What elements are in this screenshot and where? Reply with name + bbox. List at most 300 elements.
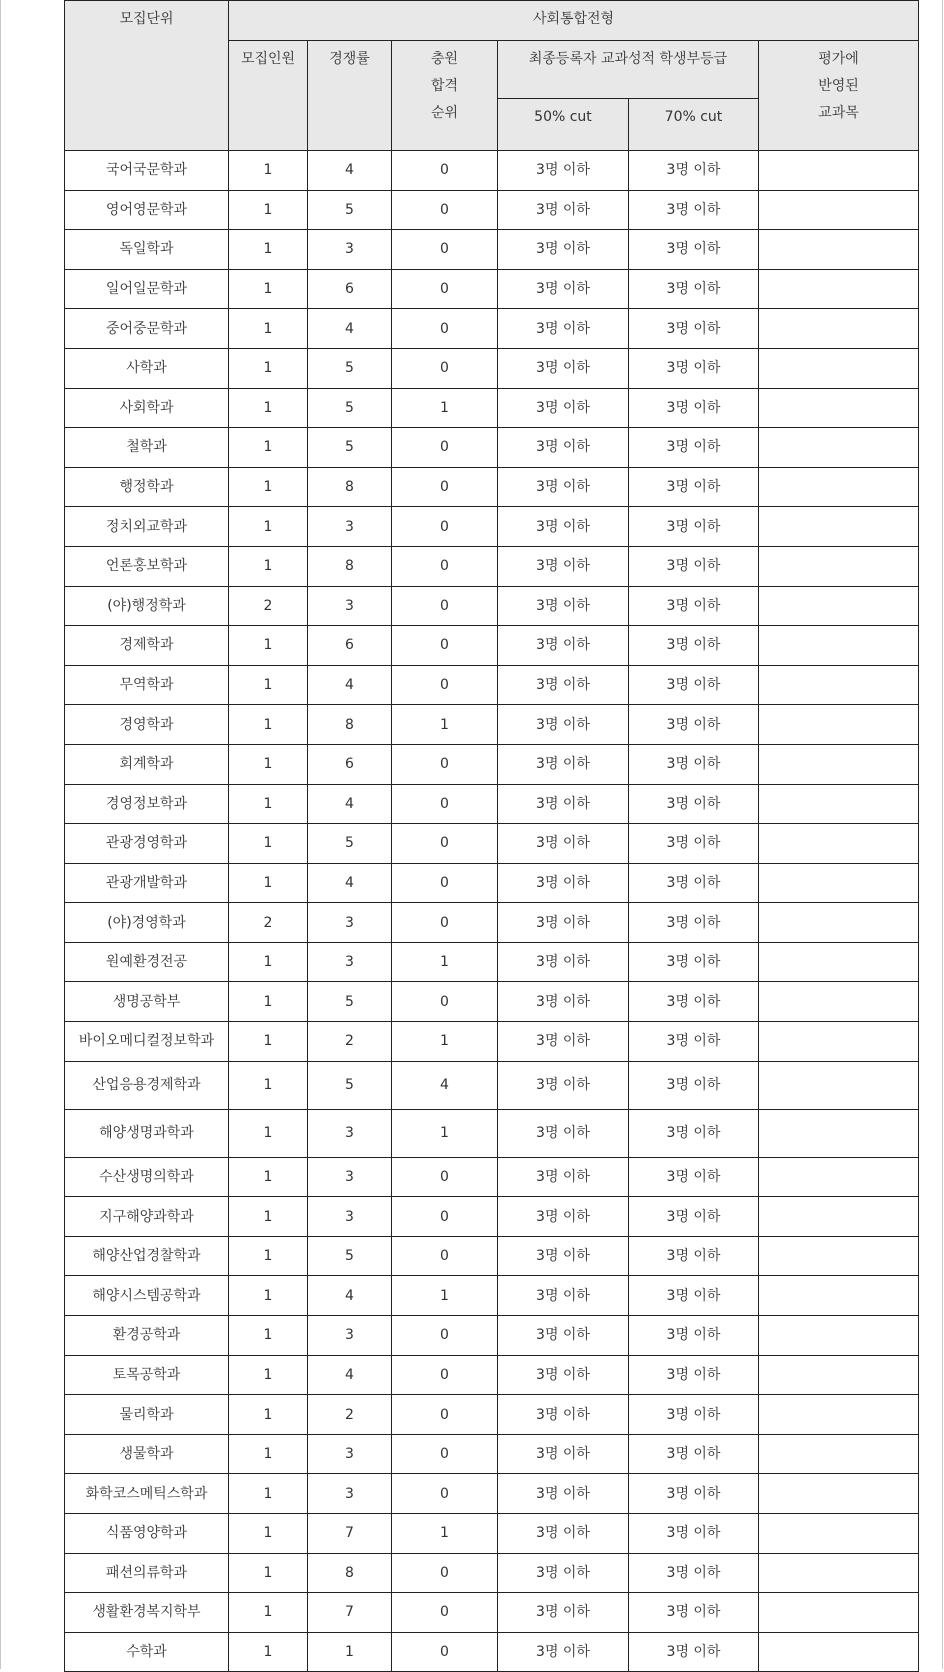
table-row: [65, 784, 919, 824]
cell-waitlist: 0: [392, 190, 498, 230]
cell-cut70: 3명 이하: [629, 1061, 759, 1109]
cell-quota: 1: [229, 863, 308, 903]
table-row: [65, 546, 919, 586]
cell-subjects: [759, 348, 919, 388]
cell-quota: 1: [229, 1514, 308, 1554]
cell-quota: 1: [229, 1022, 308, 1062]
cell-waitlist: 1: [392, 388, 498, 428]
cell-quota: 1: [229, 467, 308, 507]
cell-cut50: 3명 이하: [498, 190, 629, 230]
cell-competition: 8: [308, 467, 392, 507]
cell-cut70: 3명 이하: [629, 1514, 759, 1554]
cell-cut50: 3명 이하: [498, 348, 629, 388]
table-row: [65, 1236, 919, 1276]
cell-subjects: [759, 1022, 919, 1062]
cell-subjects: [759, 626, 919, 666]
cell-waitlist: 0: [392, 1197, 498, 1237]
cell-subjects: [759, 744, 919, 784]
cell-competition: 4: [308, 863, 392, 903]
header-quota: 모집인원: [229, 41, 308, 151]
cell-cut50: 3명 이하: [498, 705, 629, 745]
cell-quota: 1: [229, 1395, 308, 1435]
cell-unit: 토목공학과: [65, 1355, 229, 1395]
cell-cut70: 3명 이하: [629, 151, 759, 191]
table-row: [65, 942, 919, 982]
cell-cut70: 3명 이하: [629, 784, 759, 824]
cell-quota: 2: [229, 586, 308, 626]
cell-cut70: 3명 이하: [629, 1474, 759, 1514]
cell-waitlist: 0: [392, 1236, 498, 1276]
cell-cut70: 3명 이하: [629, 705, 759, 745]
cell-subjects: [759, 388, 919, 428]
cell-waitlist: 0: [392, 1474, 498, 1514]
cell-waitlist: 0: [392, 546, 498, 586]
cell-unit: (야)경영학과: [65, 903, 229, 943]
header-cut50: 50% cut: [498, 99, 629, 151]
table-row: [65, 428, 919, 468]
cell-quota: 1: [229, 1593, 308, 1633]
cell-unit: 사회학과: [65, 388, 229, 428]
cell-waitlist: 0: [392, 230, 498, 270]
cell-waitlist: 0: [392, 428, 498, 468]
admissions-results-table: [64, 0, 919, 1672]
cell-subjects: [759, 1109, 919, 1157]
cell-unit: 관광개발학과: [65, 863, 229, 903]
cell-subjects: [759, 1474, 919, 1514]
cell-quota: 1: [229, 784, 308, 824]
cell-waitlist: 0: [392, 744, 498, 784]
cell-unit: 국어국문학과: [65, 151, 229, 191]
header-waitlist-line: 순위: [430, 105, 459, 121]
cell-quota: 1: [229, 705, 308, 745]
cell-subjects: [759, 428, 919, 468]
cell-unit: (야)행정학과: [65, 586, 229, 626]
cell-unit: 수산생명의학과: [65, 1157, 229, 1197]
cell-cut50: 3명 이하: [498, 982, 629, 1022]
cell-waitlist: 0: [392, 1157, 498, 1197]
table-row: [65, 1197, 919, 1237]
cell-cut50: 3명 이하: [498, 1632, 629, 1672]
cell-waitlist: 0: [392, 863, 498, 903]
cell-cut50: 3명 이하: [498, 1197, 629, 1237]
cell-subjects: [759, 1593, 919, 1633]
cell-competition: 2: [308, 1022, 392, 1062]
cell-cut70: 3명 이하: [629, 824, 759, 864]
cell-cut70: 3명 이하: [629, 1276, 759, 1316]
cell-subjects: [759, 1236, 919, 1276]
cell-subjects: [759, 903, 919, 943]
header-subjects-line: 반영된: [818, 78, 859, 94]
cell-competition: 8: [308, 705, 392, 745]
cell-cut50: 3명 이하: [498, 1593, 629, 1633]
cell-competition: 6: [308, 269, 392, 309]
cell-quota: 1: [229, 507, 308, 547]
cell-subjects: [759, 1395, 919, 1435]
cell-waitlist: 0: [392, 269, 498, 309]
cell-cut70: 3명 이하: [629, 586, 759, 626]
table-header: [65, 1, 919, 151]
table-row: [65, 1395, 919, 1435]
cell-quota: 1: [229, 1553, 308, 1593]
cell-cut50: 3명 이하: [498, 230, 629, 270]
cell-competition: 1: [308, 1632, 392, 1672]
cell-subjects: [759, 1514, 919, 1554]
cell-subjects: [759, 1355, 919, 1395]
cell-unit: 수학과: [65, 1632, 229, 1672]
cell-competition: 3: [308, 507, 392, 547]
table-row: [65, 1553, 919, 1593]
cell-quota: 1: [229, 1276, 308, 1316]
cell-unit: 환경공학과: [65, 1316, 229, 1356]
cell-subjects: [759, 705, 919, 745]
header-waitlist: [392, 41, 498, 151]
cell-cut50: 3명 이하: [498, 824, 629, 864]
table-row: [65, 269, 919, 309]
cell-cut70: 3명 이하: [629, 863, 759, 903]
table-row: [65, 1474, 919, 1514]
cell-competition: 3: [308, 1316, 392, 1356]
cell-unit: 해양생명과학과: [65, 1109, 229, 1157]
cell-subjects: [759, 1316, 919, 1356]
cell-quota: 1: [229, 348, 308, 388]
cell-subjects: [759, 1276, 919, 1316]
cell-competition: 3: [308, 1197, 392, 1237]
cell-unit: 생활환경복지학부: [65, 1593, 229, 1633]
cell-waitlist: 0: [392, 1395, 498, 1435]
cell-competition: 5: [308, 824, 392, 864]
cell-cut50: 3명 이하: [498, 1514, 629, 1554]
table-row: [65, 1434, 919, 1474]
cell-competition: 3: [308, 1434, 392, 1474]
cell-waitlist: 0: [392, 982, 498, 1022]
table-row: [65, 1022, 919, 1062]
cell-cut50: 3명 이하: [498, 1061, 629, 1109]
cell-waitlist: 1: [392, 705, 498, 745]
cell-waitlist: 1: [392, 1276, 498, 1316]
cell-cut70: 3명 이하: [629, 467, 759, 507]
table-row: [65, 1109, 919, 1157]
cell-competition: 3: [308, 1157, 392, 1197]
cell-quota: 1: [229, 428, 308, 468]
cell-unit: 해양시스템공학과: [65, 1276, 229, 1316]
cell-subjects: [759, 269, 919, 309]
table-row: [65, 903, 919, 943]
cell-unit: 행정학과: [65, 467, 229, 507]
cell-waitlist: 4: [392, 1061, 498, 1109]
cell-cut50: 3명 이하: [498, 546, 629, 586]
cell-cut50: 3명 이하: [498, 665, 629, 705]
cell-waitlist: 0: [392, 665, 498, 705]
cell-quota: 1: [229, 1061, 308, 1109]
cell-waitlist: 0: [392, 626, 498, 666]
cell-subjects: [759, 942, 919, 982]
table-row: [65, 1593, 919, 1633]
cell-unit: 바이오메디컬정보학과: [65, 1022, 229, 1062]
table-row: [65, 744, 919, 784]
cell-cut70: 3명 이하: [629, 348, 759, 388]
cell-unit: 관광경영학과: [65, 824, 229, 864]
cell-cut70: 3명 이하: [629, 1316, 759, 1356]
table-row: [65, 309, 919, 349]
table-row: [65, 824, 919, 864]
cell-cut50: 3명 이하: [498, 744, 629, 784]
cell-subjects: [759, 1157, 919, 1197]
cell-cut70: 3명 이하: [629, 1395, 759, 1435]
table-body: [65, 151, 919, 1672]
cell-waitlist: 1: [392, 1109, 498, 1157]
cell-unit: 물리학과: [65, 1395, 229, 1435]
cell-competition: 4: [308, 151, 392, 191]
cell-cut70: 3명 이하: [629, 1109, 759, 1157]
header-subjects: [759, 41, 919, 151]
cell-unit: 철학과: [65, 428, 229, 468]
cell-unit: 사학과: [65, 348, 229, 388]
cell-competition: 5: [308, 348, 392, 388]
cell-cut70: 3명 이하: [629, 190, 759, 230]
cell-quota: 1: [229, 1355, 308, 1395]
table-row: [65, 1061, 919, 1109]
cell-competition: 4: [308, 784, 392, 824]
table-row: [65, 982, 919, 1022]
table-row: [65, 190, 919, 230]
cell-subjects: [759, 151, 919, 191]
header-group: 사회통합전형: [229, 1, 919, 41]
cell-cut70: 3명 이하: [629, 1022, 759, 1062]
cell-unit: 해양산업경찰학과: [65, 1236, 229, 1276]
cell-waitlist: 0: [392, 1434, 498, 1474]
cell-waitlist: 0: [392, 1632, 498, 1672]
cell-cut70: 3명 이하: [629, 507, 759, 547]
cell-cut50: 3명 이하: [498, 507, 629, 547]
header-waitlist-line: 충원: [430, 51, 459, 67]
cell-quota: 1: [229, 269, 308, 309]
cell-subjects: [759, 230, 919, 270]
cell-waitlist: 0: [392, 824, 498, 864]
cell-cut70: 3명 이하: [629, 1553, 759, 1593]
cell-unit: 화학코스메틱스학과: [65, 1474, 229, 1514]
cell-quota: 1: [229, 190, 308, 230]
cell-subjects: [759, 309, 919, 349]
cell-subjects: [759, 784, 919, 824]
cell-cut70: 3명 이하: [629, 428, 759, 468]
cell-quota: 1: [229, 1236, 308, 1276]
cell-subjects: [759, 1632, 919, 1672]
cell-quota: 1: [229, 942, 308, 982]
cell-competition: 3: [308, 586, 392, 626]
cell-unit: 독일학과: [65, 230, 229, 270]
cell-quota: 1: [229, 1197, 308, 1237]
cell-unit: 무역학과: [65, 665, 229, 705]
cell-competition: 4: [308, 309, 392, 349]
table-row: [65, 348, 919, 388]
cell-quota: 1: [229, 309, 308, 349]
cell-competition: 5: [308, 1236, 392, 1276]
cell-cut50: 3명 이하: [498, 586, 629, 626]
cell-cut70: 3명 이하: [629, 388, 759, 428]
cell-cut70: 3명 이하: [629, 269, 759, 309]
table-row: [65, 665, 919, 705]
cell-competition: 5: [308, 982, 392, 1022]
cell-cut50: 3명 이하: [498, 942, 629, 982]
cell-cut50: 3명 이하: [498, 1395, 629, 1435]
cell-unit: 영어영문학과: [65, 190, 229, 230]
cell-cut50: 3명 이하: [498, 1434, 629, 1474]
cell-waitlist: 0: [392, 348, 498, 388]
cell-subjects: [759, 507, 919, 547]
cell-quota: 1: [229, 1109, 308, 1157]
cell-quota: 1: [229, 665, 308, 705]
cell-waitlist: 0: [392, 1553, 498, 1593]
cell-cut70: 3명 이하: [629, 903, 759, 943]
cell-unit: 식품영양학과: [65, 1514, 229, 1554]
cell-quota: 1: [229, 1632, 308, 1672]
cell-competition: 5: [308, 388, 392, 428]
table-row: [65, 1316, 919, 1356]
cell-cut50: 3명 이하: [498, 467, 629, 507]
cell-unit: 산업응용경제학과: [65, 1061, 229, 1109]
cell-cut70: 3명 이하: [629, 1632, 759, 1672]
cell-competition: 3: [308, 903, 392, 943]
header-subjects-line: 교과목: [818, 105, 859, 121]
cell-unit: 언론홍보학과: [65, 546, 229, 586]
cell-unit: 원예환경전공: [65, 942, 229, 982]
header-unit: 모집단위: [65, 1, 229, 151]
cell-cut50: 3명 이하: [498, 269, 629, 309]
cell-quota: 1: [229, 824, 308, 864]
cell-quota: 1: [229, 1316, 308, 1356]
cell-quota: 2: [229, 903, 308, 943]
cell-competition: 3: [308, 230, 392, 270]
cell-cut70: 3명 이하: [629, 1157, 759, 1197]
cell-subjects: [759, 546, 919, 586]
table-row: [65, 1276, 919, 1316]
cell-competition: 4: [308, 1276, 392, 1316]
cell-competition: 4: [308, 1355, 392, 1395]
table-row: [65, 230, 919, 270]
header-subjects-line: 평가에: [818, 51, 859, 67]
cell-unit: 일어일문학과: [65, 269, 229, 309]
cell-cut70: 3명 이하: [629, 744, 759, 784]
cell-cut50: 3명 이하: [498, 1157, 629, 1197]
table-row: [65, 151, 919, 191]
cell-competition: 4: [308, 665, 392, 705]
cell-waitlist: 0: [392, 1316, 498, 1356]
table-row: [65, 1355, 919, 1395]
cell-competition: 3: [308, 1109, 392, 1157]
cell-cut50: 3명 이하: [498, 1109, 629, 1157]
cell-cut50: 3명 이하: [498, 1316, 629, 1356]
cell-waitlist: 0: [392, 586, 498, 626]
cell-cut70: 3명 이하: [629, 1593, 759, 1633]
cell-subjects: [759, 1197, 919, 1237]
cell-unit: 생명공학부: [65, 982, 229, 1022]
cell-subjects: [759, 665, 919, 705]
header-competition: 경쟁률: [308, 41, 392, 151]
table-row: [65, 626, 919, 666]
cell-competition: 8: [308, 1553, 392, 1593]
table-row: [65, 507, 919, 547]
header-row: [65, 1, 919, 41]
cell-cut50: 3명 이하: [498, 309, 629, 349]
cell-unit: 정치외교학과: [65, 507, 229, 547]
cell-cut50: 3명 이하: [498, 784, 629, 824]
cell-waitlist: 1: [392, 942, 498, 982]
cell-quota: 1: [229, 1157, 308, 1197]
table-row: [65, 705, 919, 745]
table-row: [65, 1514, 919, 1554]
cell-unit: 생물학과: [65, 1434, 229, 1474]
cell-waitlist: 0: [392, 507, 498, 547]
cell-quota: 1: [229, 388, 308, 428]
table-row: [65, 467, 919, 507]
cell-cut50: 3명 이하: [498, 151, 629, 191]
cell-quota: 1: [229, 151, 308, 191]
table-row: [65, 388, 919, 428]
cell-quota: 1: [229, 626, 308, 666]
cell-cut50: 3명 이하: [498, 428, 629, 468]
table-row: [65, 586, 919, 626]
cell-cut50: 3명 이하: [498, 1022, 629, 1062]
cell-competition: 7: [308, 1514, 392, 1554]
cell-cut50: 3명 이하: [498, 1276, 629, 1316]
cell-competition: 8: [308, 546, 392, 586]
cell-cut50: 3명 이하: [498, 1474, 629, 1514]
cell-unit: 경영학과: [65, 705, 229, 745]
cell-cut70: 3명 이하: [629, 1434, 759, 1474]
cell-quota: 1: [229, 744, 308, 784]
cell-competition: 6: [308, 744, 392, 784]
cell-cut70: 3명 이하: [629, 942, 759, 982]
cell-competition: 3: [308, 942, 392, 982]
cell-cut70: 3명 이하: [629, 1236, 759, 1276]
cell-quota: 1: [229, 546, 308, 586]
cell-cut70: 3명 이하: [629, 1197, 759, 1237]
cell-subjects: [759, 982, 919, 1022]
header-grade-group: 최종등록자 교과성적 학생부등급: [498, 41, 759, 99]
cell-subjects: [759, 190, 919, 230]
cell-waitlist: 1: [392, 1022, 498, 1062]
cell-unit: 경제학과: [65, 626, 229, 666]
cell-competition: 3: [308, 1474, 392, 1514]
cell-subjects: [759, 467, 919, 507]
cell-waitlist: 0: [392, 1593, 498, 1633]
cell-waitlist: 0: [392, 309, 498, 349]
cell-waitlist: 0: [392, 903, 498, 943]
cell-cut50: 3명 이하: [498, 626, 629, 666]
cell-cut70: 3명 이하: [629, 982, 759, 1022]
cell-waitlist: 0: [392, 151, 498, 191]
cell-subjects: [759, 863, 919, 903]
cell-cut70: 3명 이하: [629, 665, 759, 705]
cell-quota: 1: [229, 1434, 308, 1474]
cell-quota: 1: [229, 230, 308, 270]
cell-competition: 2: [308, 1395, 392, 1435]
cell-competition: 5: [308, 190, 392, 230]
cell-cut50: 3명 이하: [498, 1355, 629, 1395]
cell-cut50: 3명 이하: [498, 863, 629, 903]
table-row: [65, 1632, 919, 1672]
cell-unit: 지구해양과학과: [65, 1197, 229, 1237]
cell-competition: 6: [308, 626, 392, 666]
cell-competition: 5: [308, 428, 392, 468]
cell-waitlist: 1: [392, 1514, 498, 1554]
cell-waitlist: 0: [392, 467, 498, 507]
cell-cut50: 3명 이하: [498, 1236, 629, 1276]
cell-quota: 1: [229, 982, 308, 1022]
cell-cut50: 3명 이하: [498, 1553, 629, 1593]
cell-cut70: 3명 이하: [629, 230, 759, 270]
cell-quota: 1: [229, 1474, 308, 1514]
